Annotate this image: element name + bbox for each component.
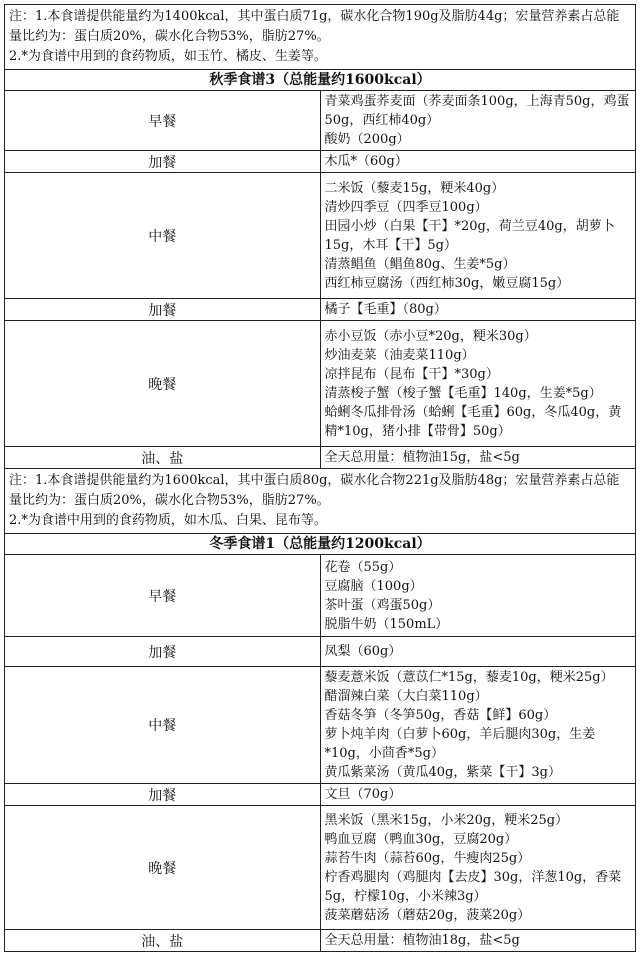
notes-row [5, 469, 636, 534]
dish-item: 二米饭（藜麦15g，粳米40g） [324, 180, 505, 196]
recipe-table [4, 4, 636, 952]
dish-item: 鸭血豆腐（鸭血30g，豆腐20g） [324, 831, 518, 847]
meal-label: 加餐 [5, 637, 321, 667]
meal-label: 晚餐 [5, 806, 321, 930]
meal-row-oil-salt [5, 930, 636, 952]
note-line-2: 2.*为食谱中用到的食药物质，如木瓜、白果、昆布等。 [9, 513, 327, 528]
dish-item: 花卷（55g） [324, 559, 402, 575]
dish-item: 酸奶（200g） [324, 132, 410, 147]
meal-row-lunch [5, 173, 636, 299]
meal-label: 中餐 [5, 173, 321, 299]
section-title-row [5, 70, 636, 91]
dish-item: 全天总用量：植物油15g，盐<5g [324, 450, 520, 465]
meal-items [320, 784, 636, 806]
dish-item: 田园小炒（白果【干】*20g，荷兰豆40g，胡萝卜15g，木耳【干】5g） [324, 218, 615, 253]
dish-item: 醋溜辣白菜（大白菜110g） [324, 689, 488, 704]
meal-label: 加餐 [5, 784, 321, 806]
meal-row-dinner [5, 321, 636, 447]
section-title-row [5, 534, 636, 555]
meal-items [320, 806, 636, 930]
meal-row-snack [5, 637, 636, 667]
meal-items [320, 667, 636, 784]
meal-label: 加餐 [5, 299, 321, 321]
meal-label: 油、盐 [5, 930, 321, 952]
meal-label: 晚餐 [5, 321, 321, 447]
notes-autumn [5, 5, 636, 70]
dish-item: 菠菜蘑菇汤（蘑菇20g，菠菜20g） [324, 907, 531, 923]
dish-item: 香菇冬笋（冬笋50g，香菇【鲜】60g） [324, 708, 557, 723]
dish-item: 清炒四季豆（四季豆100g） [324, 199, 488, 215]
meal-row-snack [5, 784, 636, 806]
dish-item: 萝卜炖羊肉（白萝卜60g，羊后腿肉30g，生姜*10g，小茴香*5g） [324, 727, 596, 761]
meal-items [320, 173, 636, 299]
dish-item: 清蒸鲳鱼（鲳鱼80g、生姜*5g） [324, 256, 516, 272]
dish-item: 黄瓜紫菜汤（黄瓜40g，紫菜【干】3g） [324, 765, 561, 780]
meal-items [320, 151, 636, 173]
note-line-1: 注：1.本食谱提供能量约为1400kcal，其中蛋白质71g，碳水化合物190g及脂肪44g；宏量营养素占总能量比约为：蛋白质20%，碳水化合物53%，脂肪27%。 [9, 9, 620, 44]
meal-items [320, 321, 636, 447]
meal-row-lunch [5, 667, 636, 784]
dish-item: 黑米饭（黑米15g，小米20g，粳米25g） [324, 812, 569, 828]
dish-item: 藜麦薏米饭（薏苡仁*15g，藜麦10g，粳米25g） [324, 670, 614, 685]
meal-row-breakfast [5, 91, 636, 151]
dish-item: 凉拌昆布（昆布【干】*30g） [324, 366, 499, 382]
dish-item: 炒油麦菜（油麦菜110g） [324, 347, 475, 363]
meal-row-breakfast [5, 555, 636, 637]
dish-item: 脱脂牛奶（150mL） [324, 616, 449, 632]
dish-item: 橘子【毛重】（80g） [324, 302, 447, 317]
note-line-2: 2.*为食谱中用到的食药物质，如玉竹、橘皮、生姜等。 [9, 49, 327, 64]
document-page [4, 4, 636, 952]
section-title-autumn-3: 秋季食谱3（总能量约1600kcal） [5, 70, 636, 91]
dish-item: 全天总用量：植物油18g，盐<5g [324, 933, 520, 948]
meal-items [320, 930, 636, 952]
meal-row-dinner [5, 806, 636, 930]
dish-item: 文旦（70g） [324, 787, 402, 802]
meal-items [320, 91, 636, 151]
dish-item: 青菜鸡蛋荞麦面（荞麦面条100g，上海青50g，鸡蛋50g，西红柿40g） [324, 94, 630, 128]
notes-row [5, 5, 636, 70]
dish-item: 木瓜*（60g） [324, 154, 408, 169]
meal-row-snack [5, 151, 636, 173]
dish-item: 茶叶蛋（鸡蛋50g） [324, 597, 441, 613]
dish-item: 蛤蜊冬瓜排骨汤（蛤蜊【毛重】60g，冬瓜40g，黄精*10g，猪小排【带骨】50g） [324, 404, 622, 439]
dish-item: 凤梨（60g） [324, 644, 402, 659]
meal-label: 油、盐 [5, 447, 321, 469]
dish-item: 西红柿豆腐汤（西红柿30g，嫩豆腐15g） [324, 275, 570, 291]
dish-item: 清蒸梭子蟹（梭子蟹【毛重】140g，生姜*5g） [324, 385, 602, 401]
dish-item: 赤小豆饭（赤小豆*20g，粳米30g） [324, 328, 537, 344]
meal-label: 早餐 [5, 555, 321, 637]
section-title-winter-1: 冬季食谱1（总能量约1200kcal） [5, 534, 636, 555]
meal-label: 加餐 [5, 151, 321, 173]
meal-items [320, 447, 636, 469]
dish-item: 蒜苔牛肉（蒜苔60g，牛瘦肉25g） [324, 850, 531, 866]
meal-row-snack [5, 299, 636, 321]
note-line-1: 注：1.本食谱提供能量约为1600kcal，其中蛋白质80g，碳水化合物221g及脂肪48g；宏量营养素占总能量比约为：蛋白质20%，碳水化合物53%，脂肪27%。 [9, 473, 620, 508]
meal-label: 中餐 [5, 667, 321, 784]
dish-item: 豆腐脑（100g） [324, 578, 423, 594]
meal-label: 早餐 [5, 91, 321, 151]
meal-items [320, 555, 636, 637]
meal-items [320, 637, 636, 667]
notes-winter [5, 469, 636, 534]
meal-row-oil-salt [5, 447, 636, 469]
dish-item: 柠香鸡腿肉（鸡腿肉【去皮】30g，洋葱10g，香菜5g，柠檬10g，小米辣3g） [324, 869, 622, 904]
meal-items [320, 299, 636, 321]
